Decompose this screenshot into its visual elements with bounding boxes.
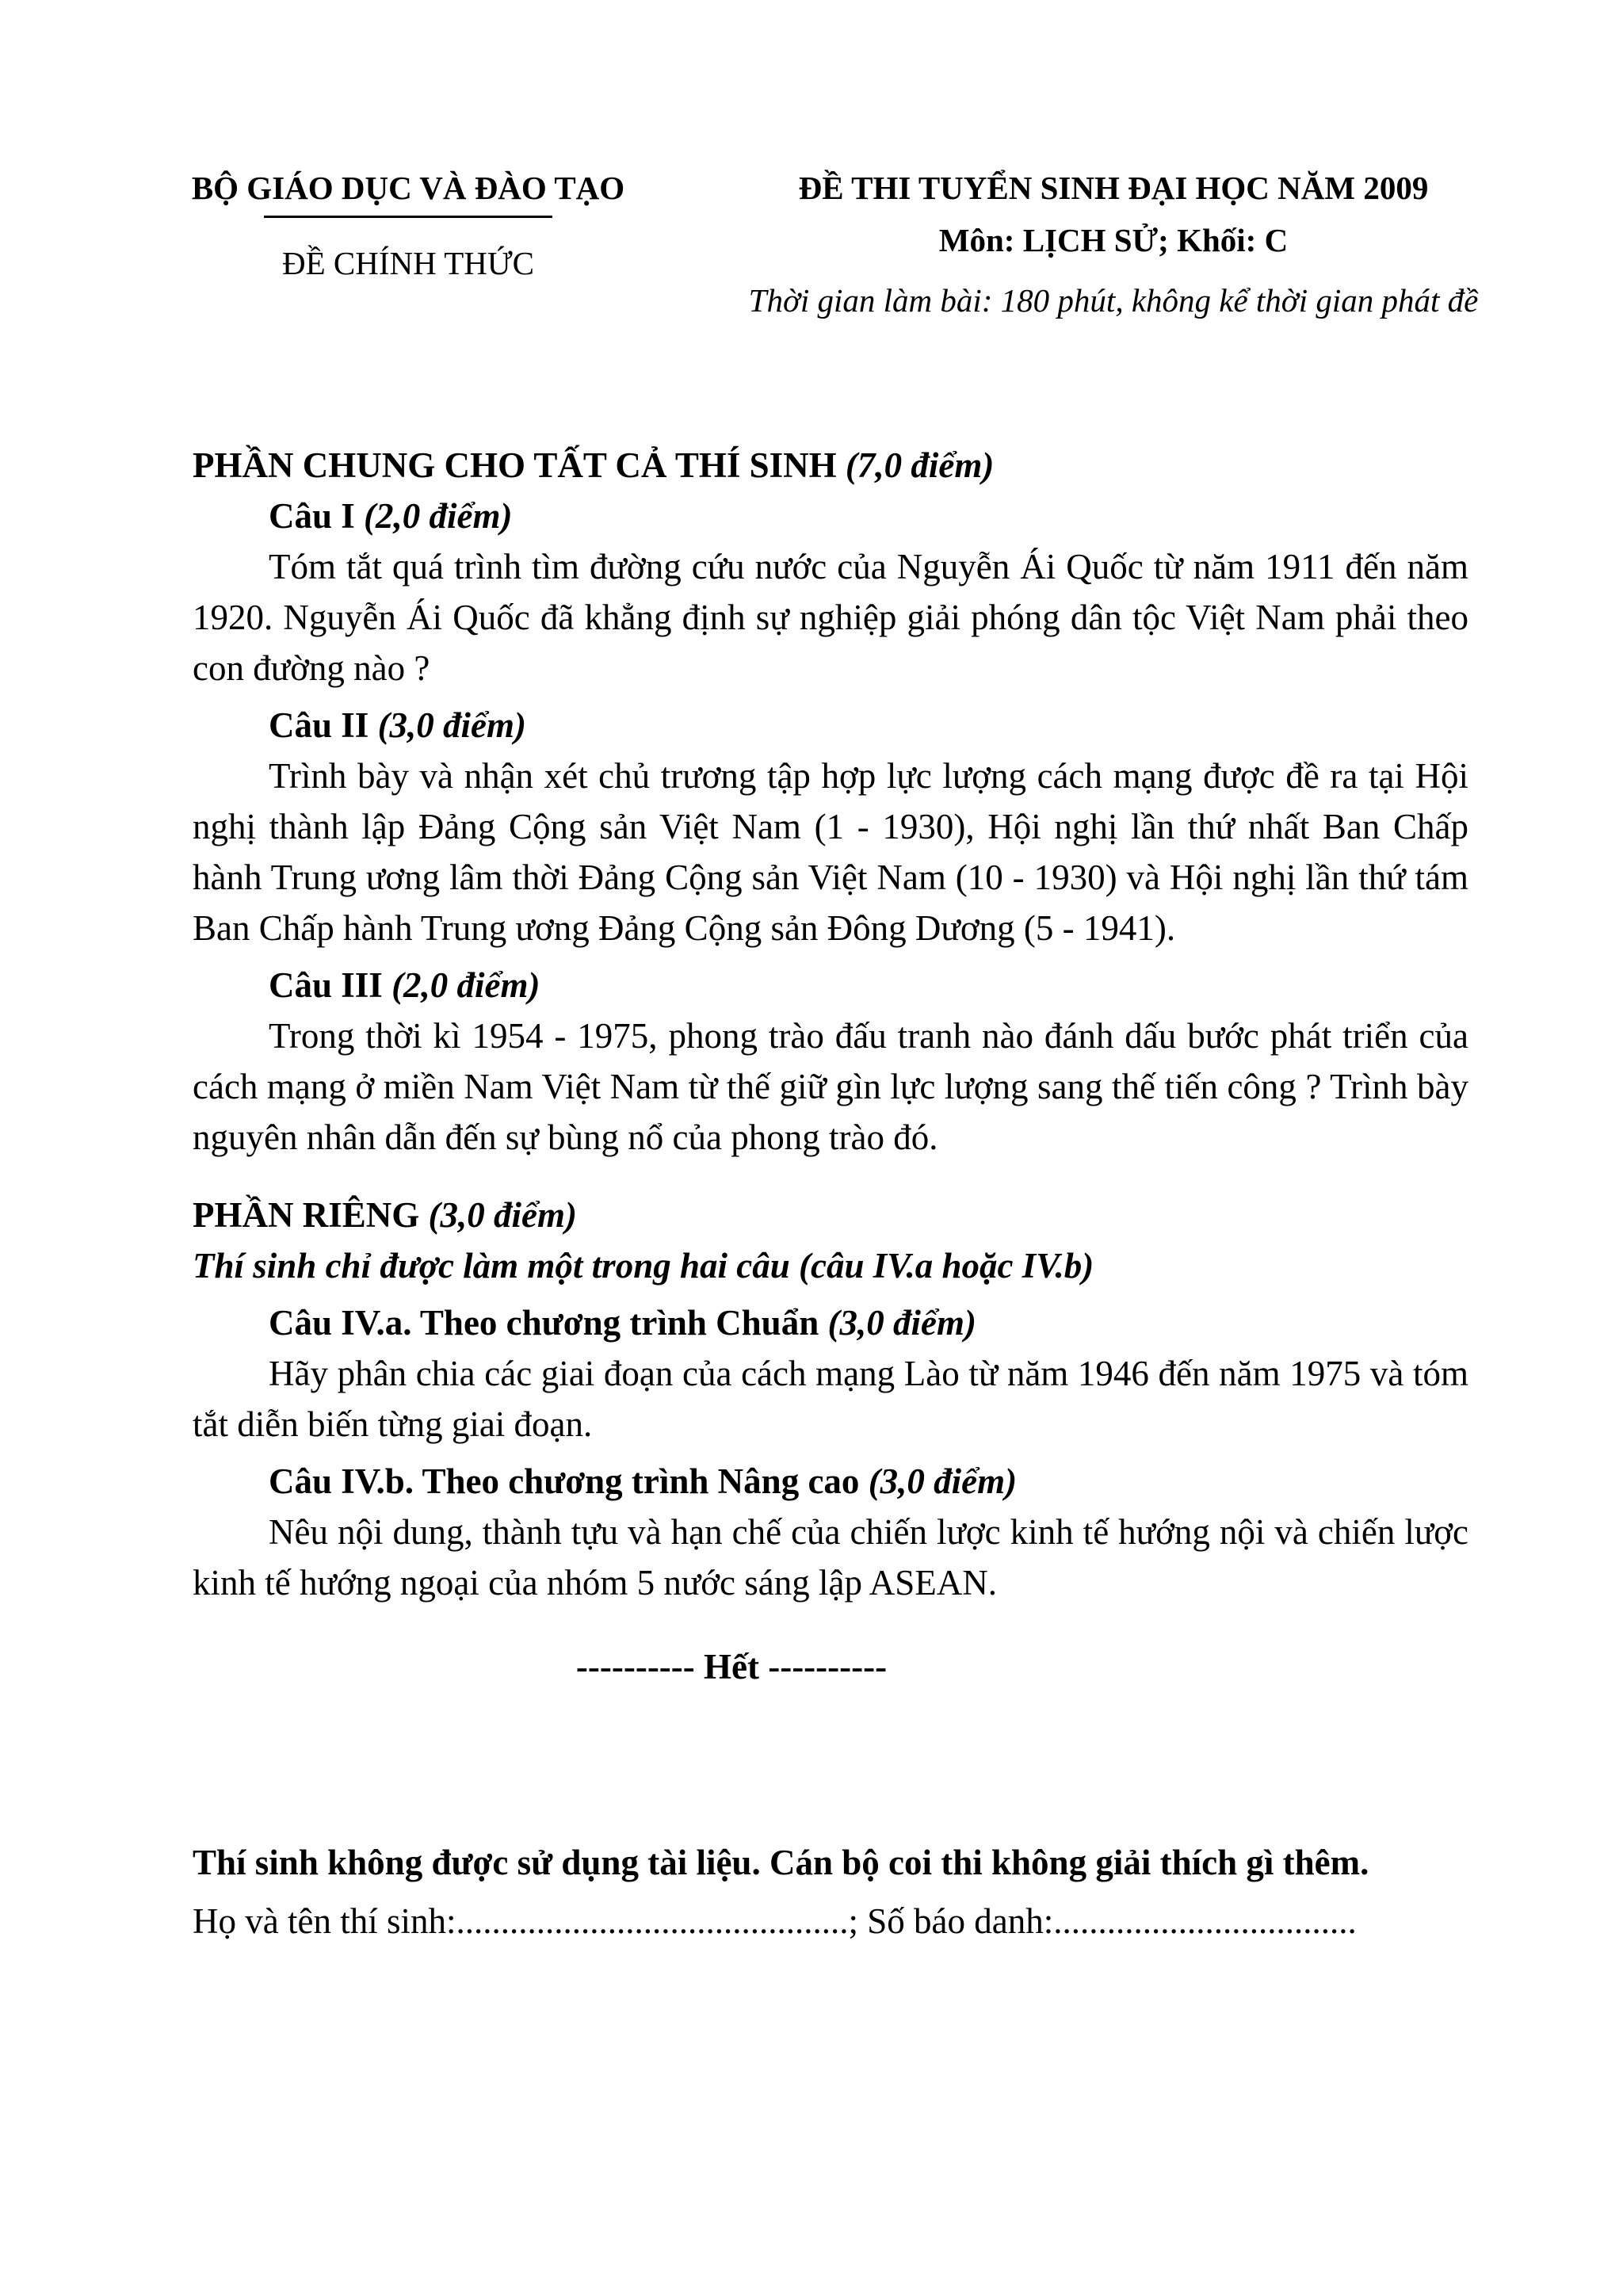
ministry-name: BỘ GIÁO DỤC VÀ ĐÀO TẠO (191, 170, 625, 206)
question-1-text: Tóm tắt quá trình tìm đường cứu nước của Nguyễn Ái Quốc từ năm 1911 đến năm 1920. Nguyễn Ái Quốc đã khẳng định sự nghiệp giải phóng dân tộc Việt Nam phải theo con đường nào ? (193, 547, 1468, 688)
exam-body (193, 440, 1468, 1692)
header-left (162, 165, 654, 286)
question-2-points: (3,0 điểm) (377, 705, 527, 745)
question-3-text: Trong thời kì 1954 - 1975, phong trào đấu tranh nào đánh dấu bước phát triển của cách mạng ở miền Nam Việt Nam từ thế giữ gìn lực lượng sang thế tiến công ? Trình bày nguyên nhân dẫn đến sự bùng nổ của phong trào đó. (193, 1016, 1468, 1157)
question-1-points: (2,0 điểm) (364, 496, 513, 536)
question-1-label: Câu I (269, 496, 355, 536)
question-4a-label: Câu IV.a. Theo chương trình Chuẩn (269, 1303, 819, 1343)
question-4b-text: Nêu nội dung, thành tựu và hạn chế của chiến lược kinh tế hướng nội và chiến lược kinh tế hướng ngoại của nhóm 5 nước sáng lập ASEAN. (193, 1512, 1468, 1603)
question-4a-points: (3,0 điểm) (827, 1303, 976, 1343)
question-2-label: Câu II (269, 705, 369, 745)
question-3-heading (193, 960, 1468, 1010)
part-specific-heading (193, 1190, 1468, 1240)
question-2-heading (193, 700, 1468, 751)
question-4b-heading (193, 1456, 1468, 1507)
footer-notice: Thí sinh không được sử dụng tài liệu. Cán bộ coi thi không giải thích gì thêm. (193, 1843, 1369, 1882)
candidate-info-line: Họ và tên thí sinh:............................................; Số báo danh:.................................. (193, 1901, 1357, 1941)
exam-subject: Môn: LỊCH SỬ; Khối: C (938, 222, 1289, 258)
exam-title: ĐỀ THI TUYỂN SINH ĐẠI HỌC NĂM 2009 (798, 170, 1429, 206)
header-right (682, 165, 1545, 323)
question-4a-text: Hãy phân chia các giai đoạn của cách mạng Lào từ năm 1946 đến năm 1975 và tóm tắt diễn biến từng giai đoạn. (193, 1354, 1468, 1444)
question-4b-label: Câu IV.b. Theo chương trình Nâng cao (269, 1461, 860, 1501)
end-mark: ---------- Hết ---------- (575, 1647, 888, 1687)
exam-footer (193, 1837, 1492, 1946)
question-4b-points: (3,0 điểm) (868, 1461, 1018, 1501)
official-label: ĐỀ CHÍNH THỨC (281, 245, 535, 281)
header-divider (264, 216, 552, 218)
part-specific-points: (3,0 điểm) (428, 1195, 577, 1235)
exam-time: Thời gian làm bài: 180 phút, không kể thời gian phát đề (748, 282, 1479, 319)
question-2-text: Trình bày và nhận xét chủ trương tập hợp lực lượng cách mạng được đề ra tại Hội nghị thành lập Đảng Cộng sản Việt Nam (1 - 1930), Hội nghị lần thứ nhất Ban Chấp hành Trung ương lâm thời Đảng Cộng sản Việt Nam (10 - 1930) và Hội nghị lần thứ tám Ban Chấp hành Trung ương Đảng Cộng sản Đông Dương (5 - 1941). (193, 756, 1468, 948)
question-3-points: (2,0 điểm) (391, 965, 540, 1005)
question-1-heading (193, 491, 1468, 541)
question-4a-heading (193, 1297, 1468, 1348)
part-common-points: (7,0 điểm) (845, 445, 995, 485)
part-specific-title: PHẦN RIÊNG (193, 1195, 420, 1235)
part-common-heading (193, 440, 1468, 491)
part-common-title: PHẦN CHUNG CHO TẤT CẢ THÍ SINH (193, 445, 837, 485)
question-3-label: Câu III (269, 965, 383, 1005)
part-specific-note: Thí sinh chỉ được làm một trong hai câu (câu IV.a hoặc IV.b) (193, 1246, 1094, 1286)
